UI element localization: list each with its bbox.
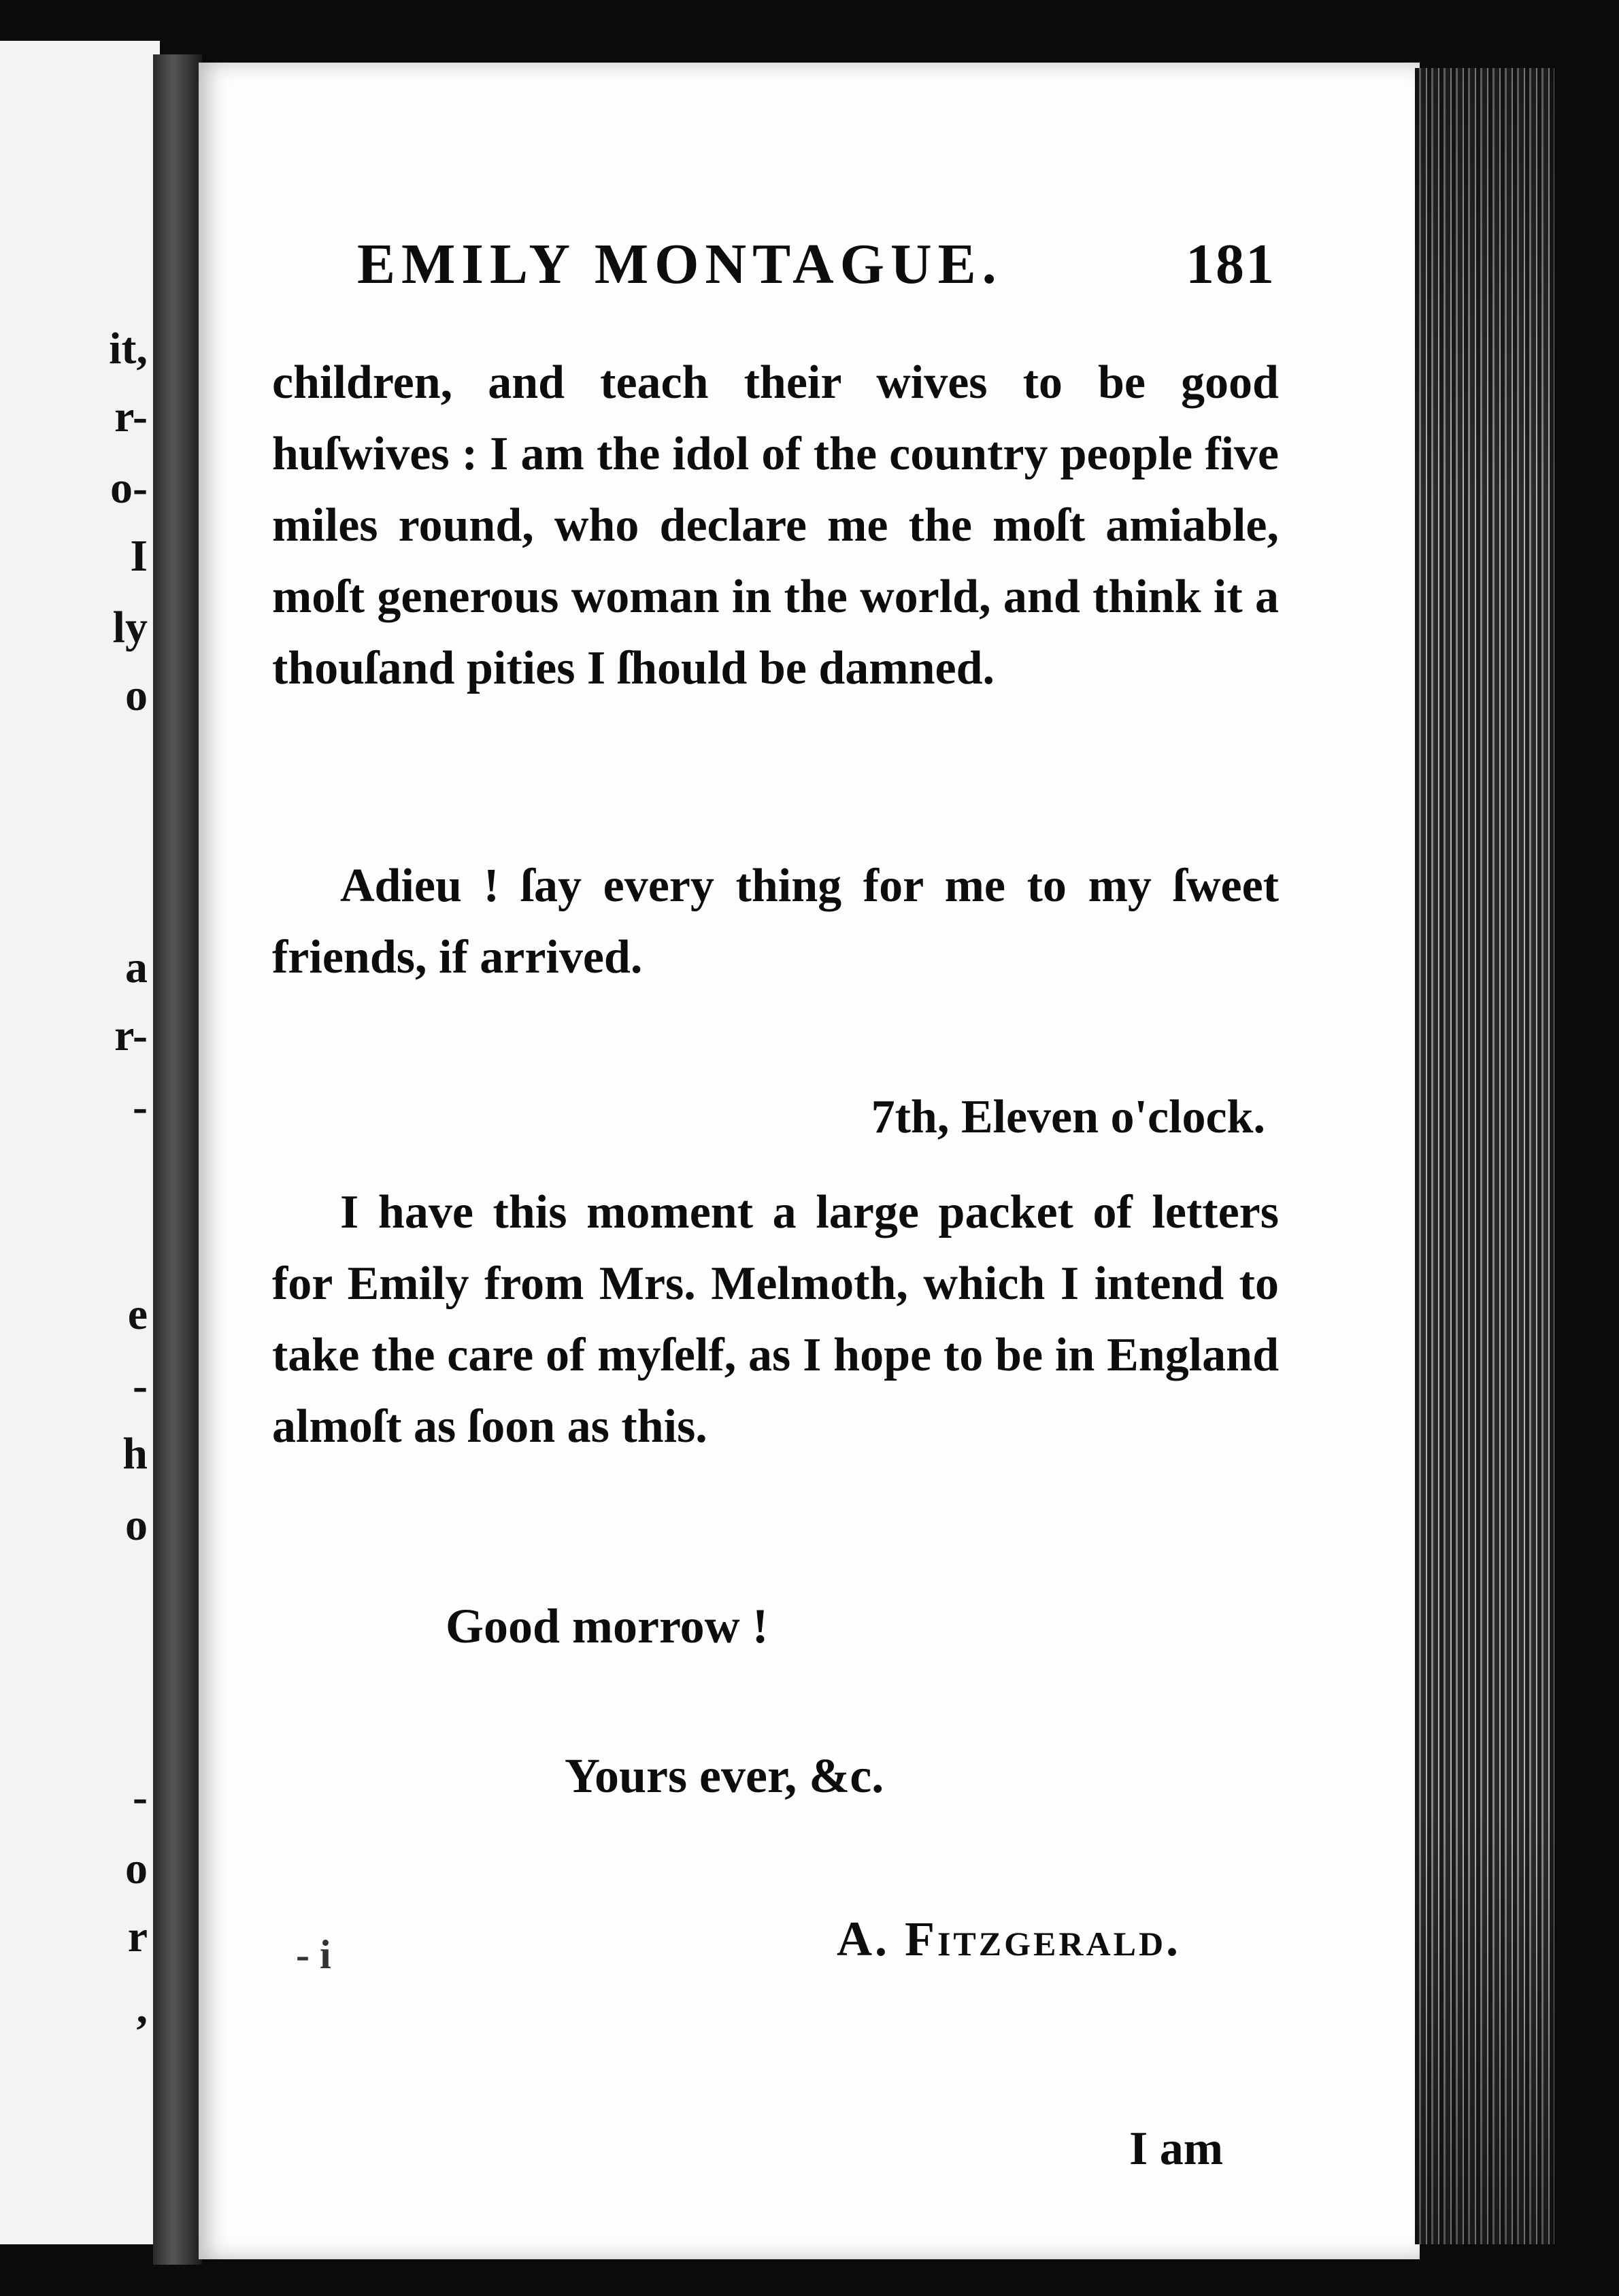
left-fragment: o: [125, 671, 148, 720]
page-number: 181: [1186, 233, 1275, 296]
paragraph-2: Adieu ! ſay every thing for me to my ſweet friends, if arrived.: [272, 860, 1279, 983]
facing-page-left: [0, 41, 160, 2244]
left-fragment: -: [133, 1361, 148, 1411]
facing-page-text-fragments: [0, 41, 160, 2244]
left-fragment: o: [125, 1844, 148, 1893]
left-fragment: e: [127, 1289, 148, 1339]
paragraph-1: children, and teach their wives to be good huſwives : I am the idol of the country people five miles round, who declare me the moſt amiable, moſt generous woman in the world, and think it a thouſand pities I ſhould be damned.: [272, 356, 1279, 694]
ink-speck: - i: [296, 1932, 331, 1977]
catchword: I am: [1129, 2123, 1224, 2175]
left-fragment: ly: [112, 603, 148, 652]
dateline: 7th, Eleven o'clock.: [871, 1091, 1265, 1143]
page-edges-shadow: [1415, 68, 1554, 2244]
closing-greeting: Good morrow !: [446, 1599, 769, 1653]
left-fragment: -: [133, 1772, 148, 1822]
left-fragment: r-: [114, 1011, 148, 1060]
paragraph-3: I have this moment a large packet of letters for Emily from Mrs. Melmoth, which I intend to take the care of myſelf, as I hope to be in England almoſt as ſoon as this.: [272, 1186, 1279, 1453]
left-fragment: a: [125, 943, 148, 992]
left-fragment: o-: [110, 463, 148, 513]
left-fragment: I: [130, 531, 148, 581]
left-fragment: r: [127, 1912, 148, 1961]
left-fragment: ,: [136, 1983, 148, 2033]
running-head-title: EMILY MONTAGUE.: [357, 233, 1003, 296]
left-fragment: o: [125, 1500, 148, 1550]
signature: A. Fitzgerald.: [837, 1912, 1182, 1966]
running-head: [357, 231, 1275, 297]
left-fragment: h: [122, 1429, 148, 1479]
left-fragment: it,: [109, 324, 148, 373]
left-fragment: -: [133, 1082, 148, 1132]
closing-valediction: Yours ever, &c.: [565, 1749, 884, 1803]
book-gutter: [153, 54, 202, 2265]
left-fragment: r-: [114, 392, 148, 441]
